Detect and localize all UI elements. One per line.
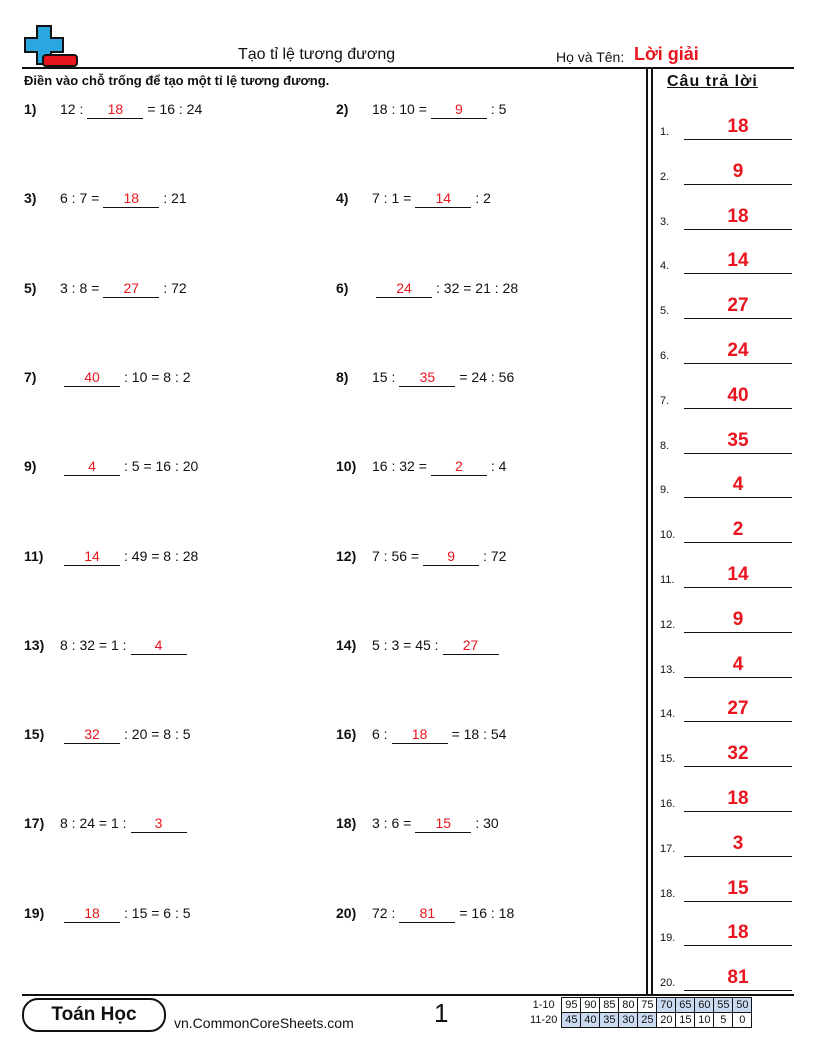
score-row-11-20 <box>528 1013 752 1028</box>
problem-answer-blank: 27 <box>443 637 499 655</box>
answer-key-number: 11. <box>660 574 675 586</box>
problem-left-text: 8 : 24 = 1 : <box>60 815 127 832</box>
name-label: Họ và Tên: <box>556 49 625 65</box>
score-cell: 90 <box>581 998 600 1013</box>
problem-item <box>336 280 520 300</box>
score-cell: 10 <box>695 1013 714 1028</box>
answer-key-value: 3 <box>732 832 744 854</box>
problem-answer-blank: 18 <box>392 726 448 744</box>
answer-key-value: 4 <box>732 474 744 496</box>
answer-key-value: 27 <box>727 698 749 720</box>
problem-right-text: : 30 <box>475 815 499 832</box>
answer-line <box>684 587 792 588</box>
answer-line <box>684 677 792 678</box>
answer-key-number: 18. <box>660 887 676 900</box>
problem-left-text: 6 : 7 = <box>60 190 100 207</box>
footer-divider <box>22 994 794 996</box>
score-cell: 5 <box>714 1013 733 1028</box>
problem-right-text: = 16 : 18 <box>459 904 515 921</box>
problem-item <box>24 369 193 389</box>
answer-key-number: 10. <box>660 529 676 542</box>
problem-answer-blank: 18 <box>87 101 143 119</box>
answer-key-value: 35 <box>727 429 749 451</box>
problem-right-text: : 49 = 8 : 28 <box>124 547 199 564</box>
problem-answer-blank: 14 <box>415 190 471 208</box>
problem-right-text: : 15 = 6 : 5 <box>124 904 191 921</box>
score-cell: 65 <box>676 998 695 1013</box>
answer-key-number: 14. <box>660 708 676 721</box>
problem-answer-blank: 35 <box>399 369 455 387</box>
problem-left-text: 3 : 6 = <box>372 815 412 832</box>
answer-line <box>684 318 792 319</box>
problem-number: 19) <box>24 904 45 921</box>
page-number: 1 <box>434 998 449 1028</box>
problem-left-text: 7 : 56 = <box>372 547 420 564</box>
answer-line <box>684 497 792 498</box>
score-cell: 50 <box>733 998 752 1013</box>
answer-key-item <box>660 827 792 857</box>
answer-key-number: 7. <box>660 394 670 407</box>
answer-line <box>684 901 792 902</box>
answer-line <box>684 408 792 409</box>
problem-item <box>336 369 516 389</box>
answer-key-value: 15 <box>727 877 749 899</box>
answer-key-number: 4. <box>660 260 670 273</box>
answer-line <box>684 632 792 633</box>
problem-answer-blank: 9 <box>431 101 487 119</box>
brand-logo: Toán Học <box>22 998 166 1032</box>
problem-number: 11) <box>24 547 44 564</box>
answer-key-number: 13. <box>660 663 676 676</box>
problem-answer-blank: 15 <box>415 815 471 833</box>
problem-number: 14) <box>336 636 357 653</box>
problem-answer-blank: 2 <box>431 458 487 476</box>
problem-number: 1) <box>24 101 37 117</box>
problem-left-text: 16 : 32 = <box>372 458 427 475</box>
answer-key-number: 1. <box>660 126 670 138</box>
problem-item <box>336 637 505 657</box>
problem-answer-blank: 24 <box>376 280 432 298</box>
problem-number: 9) <box>24 458 37 475</box>
problem-number: 17) <box>24 815 45 832</box>
problem-item <box>336 548 508 568</box>
answer-key-item <box>660 200 792 230</box>
problem-number: 5) <box>24 279 37 296</box>
answer-key-item <box>660 558 792 588</box>
answer-key-number: 2. <box>660 170 670 183</box>
answer-key-value: 27 <box>727 295 749 317</box>
problem-number: 16) <box>336 726 357 743</box>
score-cell: 30 <box>619 1013 638 1028</box>
problem-right-text: : 72 <box>483 547 507 564</box>
score-cell: 45 <box>562 1013 581 1028</box>
answer-line <box>684 184 792 185</box>
problem-right-text: : 5 = 16 : 20 <box>124 458 199 475</box>
site-url: vn.CommonCoreSheets.com <box>174 1015 354 1031</box>
answer-key-item <box>660 737 792 767</box>
answer-key-item <box>660 872 792 902</box>
worksheet-title: Tạo tỉ lệ tương đương <box>238 46 396 63</box>
problem-item <box>336 458 508 478</box>
answer-key-number: 5. <box>660 305 670 318</box>
answer-key-value: 40 <box>727 384 749 406</box>
answer-key-number: 12. <box>660 618 676 631</box>
answer-key-item <box>660 244 792 274</box>
answer-key-value: 14 <box>727 250 749 272</box>
score-cell: 25 <box>638 1013 657 1028</box>
problem-item <box>24 726 193 746</box>
score-cell: 55 <box>714 998 733 1013</box>
problem-answer-blank: 32 <box>64 726 120 744</box>
score-cell: 60 <box>695 998 714 1013</box>
problem-item <box>24 815 193 835</box>
problem-number: 8) <box>336 368 349 385</box>
score-row-1-10 <box>528 998 752 1013</box>
problem-number: 6) <box>336 279 349 296</box>
problem-left-text: 7 : 1 = <box>372 190 412 207</box>
answer-key-item <box>660 513 792 543</box>
score-cell: 95 <box>562 998 581 1013</box>
header-divider <box>22 67 794 69</box>
answer-key-item <box>660 155 792 185</box>
problem-number: 4) <box>336 190 349 207</box>
answer-line <box>684 453 792 454</box>
problem-item <box>336 190 493 210</box>
answer-key-number: 9. <box>660 484 670 497</box>
instructions: Điền vào chỗ trống để tạo một tỉ lệ tương đương. <box>24 73 330 88</box>
answer-line <box>684 229 792 230</box>
answer-key-number: 8. <box>660 439 670 452</box>
problem-answer-blank: 3 <box>131 815 187 833</box>
problem-item <box>336 815 501 835</box>
problem-right-text: : 10 = 8 : 2 <box>124 368 191 385</box>
problem-right-text: = 16 : 24 <box>147 101 203 117</box>
answer-column-divider <box>646 68 648 994</box>
answer-key-value: 4 <box>732 653 744 675</box>
answer-key-number: 3. <box>660 215 670 228</box>
answer-key-value: 9 <box>732 608 744 630</box>
answer-key-value: 24 <box>727 340 749 361</box>
score-cell: 80 <box>619 998 638 1013</box>
problem-left-text: 18 : 10 = <box>372 101 427 117</box>
answer-key-number: 15. <box>660 753 676 766</box>
answer-key-number: 20. <box>660 977 676 990</box>
problem-right-text: = 24 : 56 <box>459 368 515 385</box>
score-row-label: 11-20 <box>530 1014 558 1026</box>
problem-left-text: 72 : <box>372 904 396 921</box>
answer-line <box>684 945 792 946</box>
answer-key-value: 9 <box>732 160 744 182</box>
answer-key-value: 18 <box>727 922 749 944</box>
problem-left-text: 15 : <box>372 368 396 385</box>
plus-minus-logo-icon <box>22 24 80 70</box>
problem-number: 3) <box>24 190 37 207</box>
score-cell: 85 <box>600 998 619 1013</box>
answer-key-item <box>660 916 792 946</box>
answer-key-number: 19. <box>660 932 676 945</box>
score-cell: 70 <box>657 998 676 1013</box>
problem-left-text: 5 : 3 = 45 : <box>372 636 439 653</box>
problem-right-text: : 72 <box>163 279 187 296</box>
problem-item <box>24 190 189 210</box>
score-cell: 40 <box>581 1013 600 1028</box>
problem-answer-blank: 4 <box>64 458 120 476</box>
problem-answer-blank: 18 <box>64 905 120 923</box>
score-cell: 35 <box>600 1013 619 1028</box>
answer-line <box>684 139 792 140</box>
problem-left-text: 8 : 32 = 1 : <box>60 636 127 653</box>
problem-answer-blank: 81 <box>399 905 455 923</box>
answer-line <box>684 990 792 991</box>
answer-key-value: 18 <box>727 788 749 809</box>
problem-item <box>336 101 508 121</box>
problem-number: 13) <box>24 636 45 653</box>
problem-answer-blank: 40 <box>64 369 120 387</box>
answer-line <box>684 721 792 722</box>
answer-key-number: 6. <box>660 350 670 362</box>
score-cell: 75 <box>638 998 657 1013</box>
answer-key-item <box>660 468 792 498</box>
problem-number: 12) <box>336 547 357 564</box>
problem-answer-blank: 18 <box>103 190 159 208</box>
answer-key-item <box>660 692 792 722</box>
problem-item <box>24 548 200 568</box>
problem-right-text: : 4 <box>490 458 507 475</box>
answer-key-item <box>660 379 792 409</box>
answer-key-number: 16. <box>660 798 676 810</box>
problem-answer-blank: 27 <box>103 280 159 298</box>
problem-item <box>24 458 200 478</box>
problem-number: 20) <box>336 904 357 921</box>
answer-key-number: 17. <box>660 842 676 855</box>
answer-line <box>684 856 792 857</box>
problem-right-text: = 18 : 54 <box>451 726 507 743</box>
answer-key-item <box>660 648 792 678</box>
problem-number: 10) <box>336 458 357 475</box>
answer-line <box>684 363 792 364</box>
problem-number: 18) <box>336 815 357 832</box>
answer-key-value: 32 <box>727 743 749 765</box>
answer-key-value: 81 <box>727 967 749 989</box>
answer-key-value: 18 <box>727 205 749 227</box>
answer-key-value: 2 <box>732 519 744 541</box>
score-row-label: 1-10 <box>532 999 555 1011</box>
answer-key-item <box>660 603 792 633</box>
problem-item <box>24 637 193 657</box>
problem-item <box>336 726 508 746</box>
problem-left-text: 12 : <box>60 101 84 117</box>
score-cell: 0 <box>733 1013 752 1028</box>
answer-key-item <box>660 424 792 454</box>
answer-line <box>684 811 792 812</box>
problem-item <box>24 905 193 925</box>
problem-left-text: 6 : <box>372 726 388 743</box>
problem-right-text: : 2 <box>475 190 491 207</box>
problem-left-text: 3 : 8 = <box>60 279 100 296</box>
problem-right-text: : 32 = 21 : 28 <box>436 279 519 296</box>
answer-line <box>684 542 792 543</box>
answer-column-divider-2 <box>651 68 653 994</box>
answer-line <box>684 273 792 274</box>
problem-item <box>24 101 204 121</box>
score-table <box>528 997 752 1028</box>
answer-key-item <box>660 334 792 364</box>
answer-line <box>684 766 792 767</box>
answer-key-value: 14 <box>727 564 749 585</box>
problem-number: 15) <box>24 726 45 743</box>
problem-item <box>336 905 516 925</box>
problem-answer-blank: 14 <box>64 548 120 566</box>
score-cell: 20 <box>657 1013 676 1028</box>
answer-key-item <box>660 110 792 140</box>
problem-right-text: : 20 = 8 : 5 <box>124 726 191 743</box>
name-value: Lời giải <box>634 44 699 64</box>
problem-answer-blank: 9 <box>423 548 479 566</box>
problem-number: 7) <box>24 368 37 385</box>
answers-heading: Câu trả lời <box>667 73 758 90</box>
problem-right-text: : 21 <box>163 190 187 207</box>
answer-key-item <box>660 289 792 319</box>
answer-key-item <box>660 782 792 812</box>
problem-number: 2) <box>336 101 349 117</box>
problem-right-text: : 5 <box>490 101 507 117</box>
answer-key-item <box>660 961 792 991</box>
score-cell: 15 <box>676 1013 695 1028</box>
problem-answer-blank: 4 <box>131 637 187 655</box>
answer-key-value: 18 <box>727 116 749 137</box>
problem-item <box>24 280 189 300</box>
